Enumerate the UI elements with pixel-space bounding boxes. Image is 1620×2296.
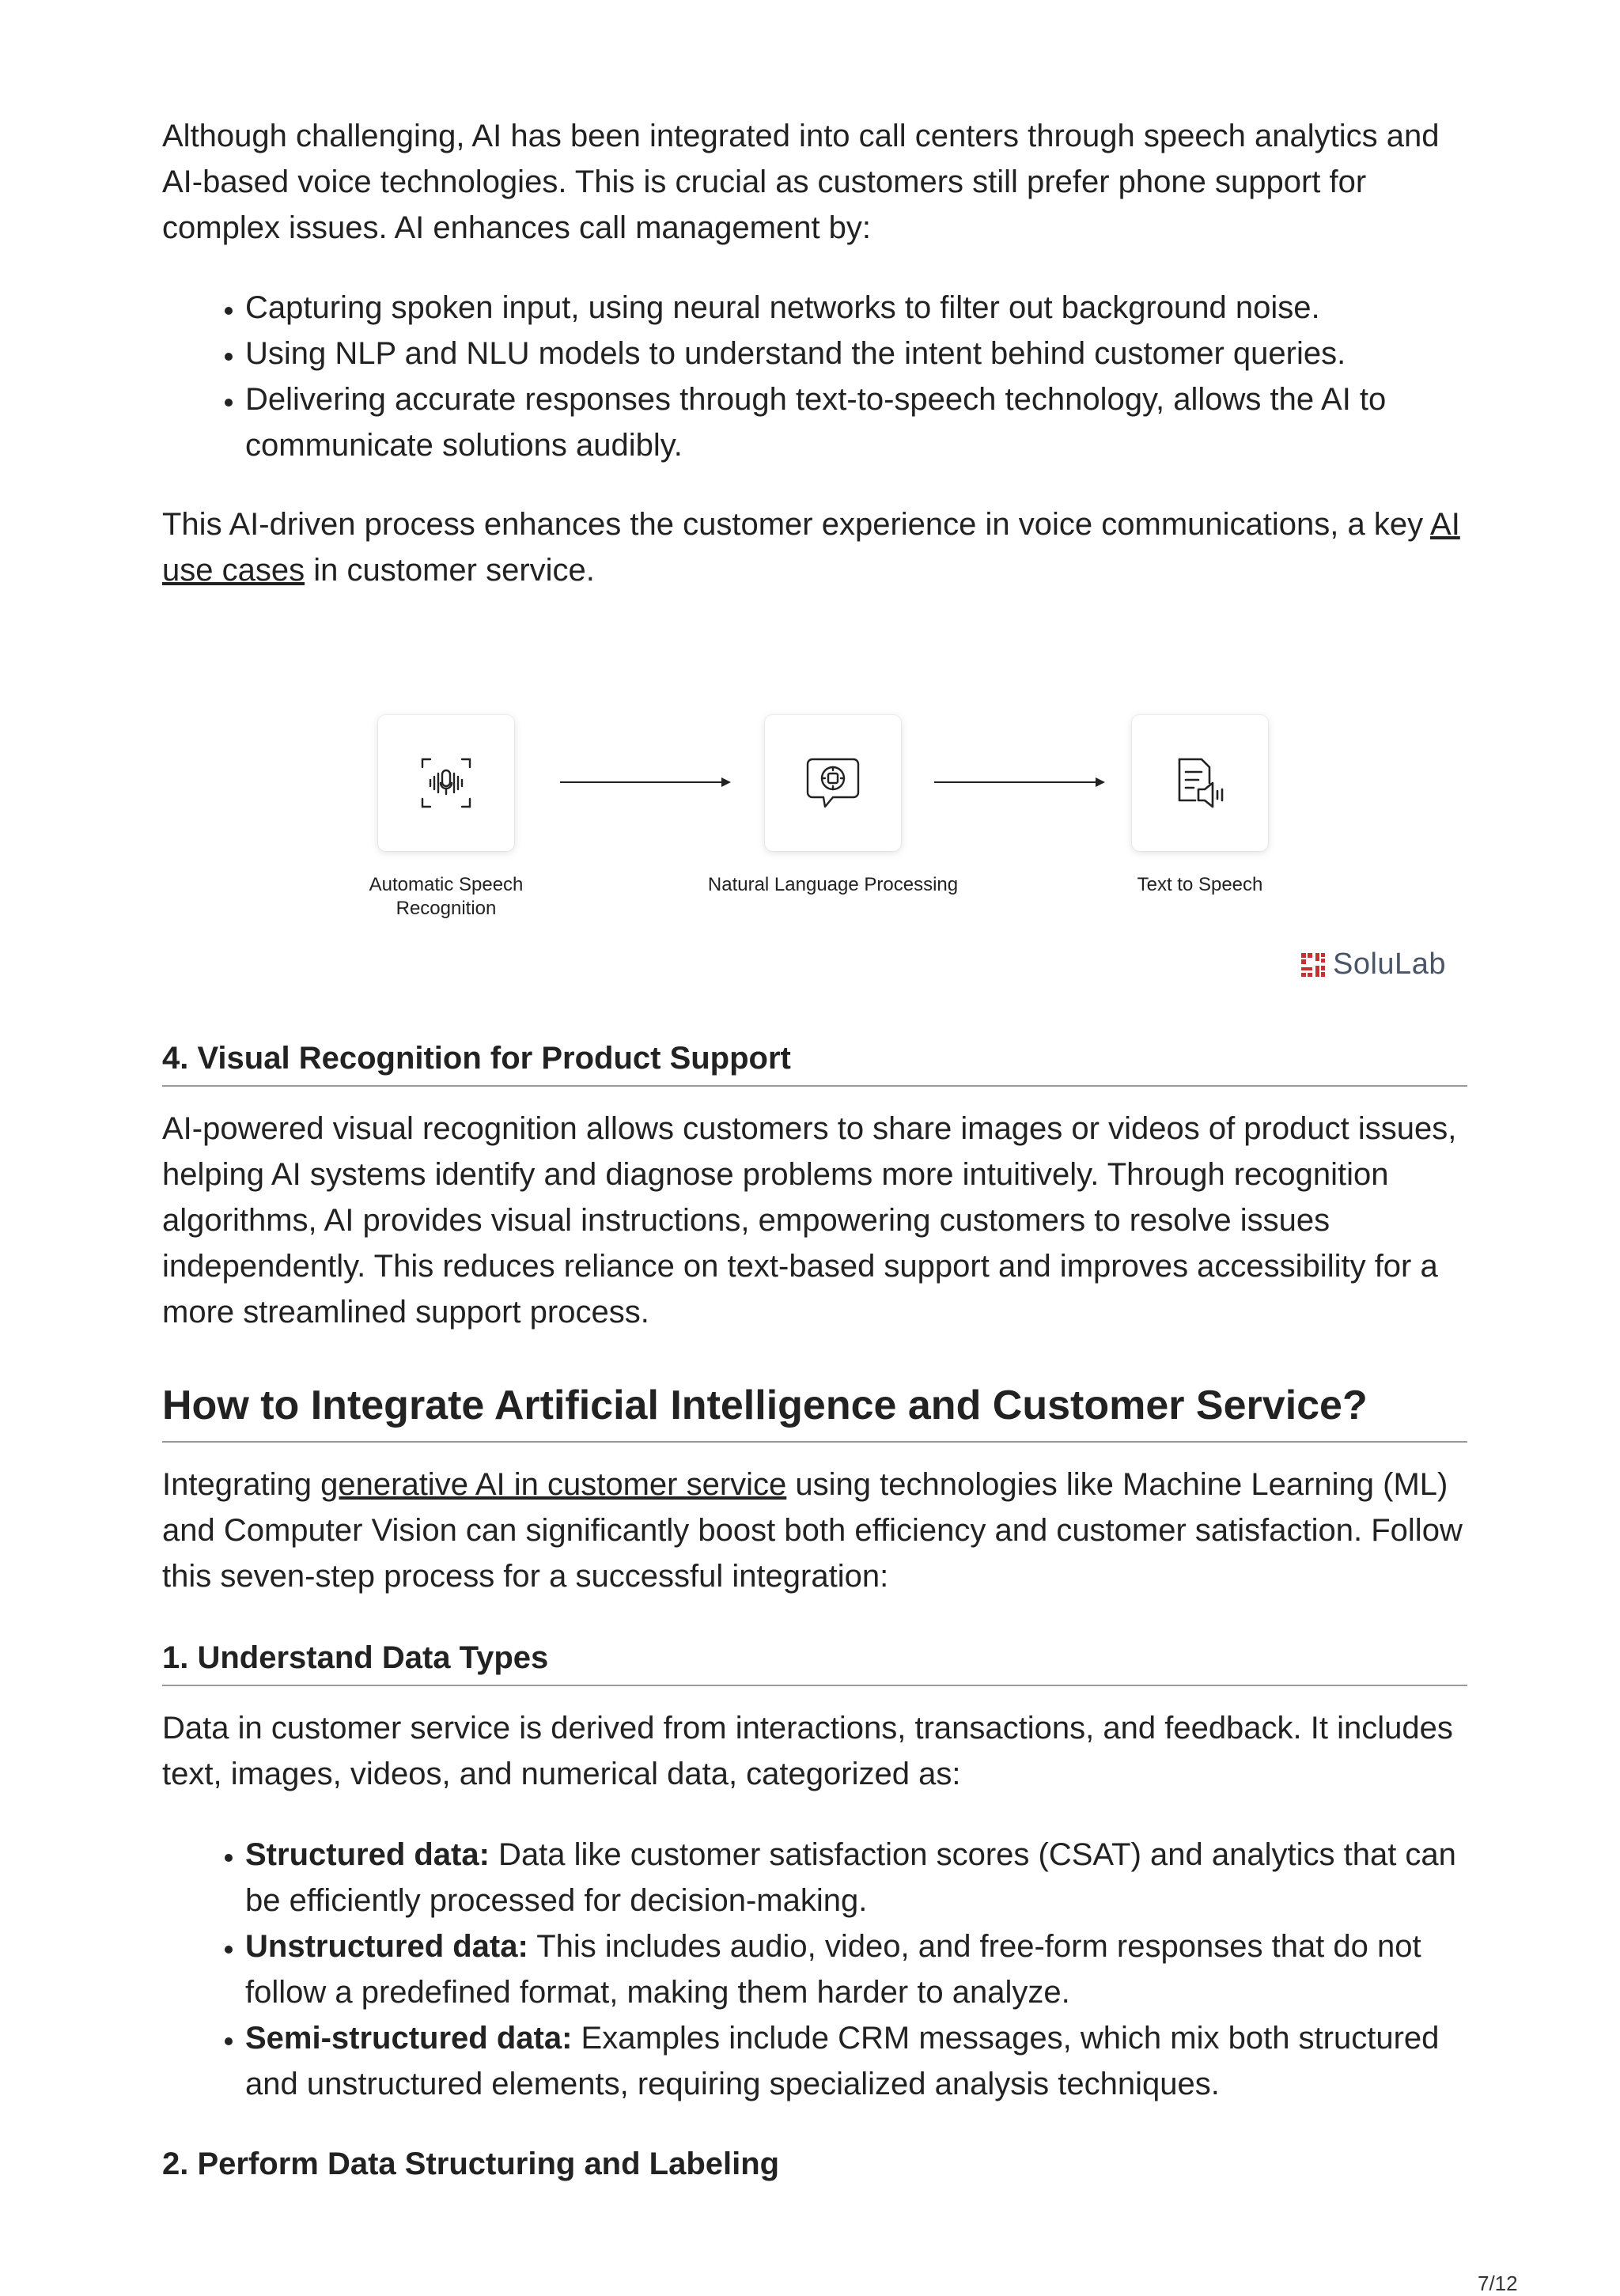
section-heading-understand-data: 1. Understand Data Types: [162, 1637, 1467, 1686]
diagram-card-asr: [378, 715, 514, 851]
page-number: 7/12: [1478, 2271, 1518, 2295]
integrate-paragraph: Integrating generative AI in customer service using technologies like Machine Learning (ML) and Computer Vision can significantly boost both efficiency and customer satisfaction. Follow this seven-step process for a successful integration:: [162, 1467, 1463, 1594]
generative-ai-link[interactable]: generative AI in customer service: [320, 1467, 787, 1502]
list-item: • Semi-structured data: Examples include CRM messages, which mix both structured and unstructured elements, requiring specialized analysis techniques.: [245, 2015, 1475, 2107]
diagram-label-nlp: Natural Language Processing: [707, 874, 959, 895]
diagram-arrow-1: [560, 781, 729, 783]
list-item: • Capturing spoken input, using neural networks to filter out background noise.: [245, 285, 1475, 331]
document-speaker-icon: [1168, 751, 1232, 815]
solulab-logo-text: SoluLab: [1333, 948, 1446, 981]
visual-recognition-paragraph: AI-powered visual recognition allows customers to share images or videos of product issues, helping AI systems identify and diagnose problems more intuitively. Through recognition algorithms, AI provides visual instructions, empowering customers to resolve issues independently. This reduces reliance on text-based support and improves accessibility for a more streamlined support process.: [162, 1111, 1457, 1330]
section-heading-visual-recognition: 4. Visual Recognition for Product Support: [162, 1038, 1467, 1087]
list-item: • Using NLP and NLU models to understand the intent behind customer queries.: [245, 331, 1475, 376]
intro-paragraph: Although challenging, AI has been integrated into call centers through speech analytics and AI-based voice technologies. This is crucial as customers still prefer phone support for complex issues. AI enhances call management by:: [162, 119, 1440, 245]
diagram-arrow-2: [934, 781, 1103, 783]
solulab-logo-icon: [1300, 951, 1327, 978]
solulab-logo: [1300, 948, 1446, 982]
intro-bullet-list: [162, 285, 1475, 468]
intro-closing-paragraph: This AI-driven process enhances the customer experience in voice communications, a key AI use cases in customer service.: [162, 507, 1460, 588]
diagram-card-tts: [1132, 715, 1268, 851]
diagram-card-nlp: [765, 715, 901, 851]
data-types-list: [162, 1832, 1475, 2107]
section-heading-data-structuring: 2. Perform Data Structuring and Labeling: [162, 2147, 780, 2181]
speech-recognition-icon: [414, 751, 478, 815]
list-item: • Structured data: Data like customer satisfaction scores (CSAT) and analytics that can be efficiently processed for decision-making.: [245, 1832, 1475, 1923]
list-item: • Delivering accurate responses through text-to-speech technology, allows the AI to communicate solutions audibly.: [245, 376, 1475, 468]
diagram-label-asr: Automatic Speech Recognition: [369, 874, 524, 919]
data-types-paragraph: Data in customer service is derived from interactions, transactions, and feedback. It includes text, images, videos, and numerical data, categorized as:: [162, 1711, 1453, 1791]
chat-chip-icon: [801, 751, 865, 815]
ai-use-cases-link[interactable]: AI use cases: [162, 507, 1460, 588]
section-heading-integrate: How to Integrate Artificial Intelligence and Customer Service?: [162, 1378, 1467, 1443]
diagram-label-tts: Text to Speech: [1137, 874, 1263, 895]
list-item: • Unstructured data: This includes audio, video, and free-form responses that do not follow a predefined format, making them harder to analyze.: [245, 1923, 1475, 2015]
